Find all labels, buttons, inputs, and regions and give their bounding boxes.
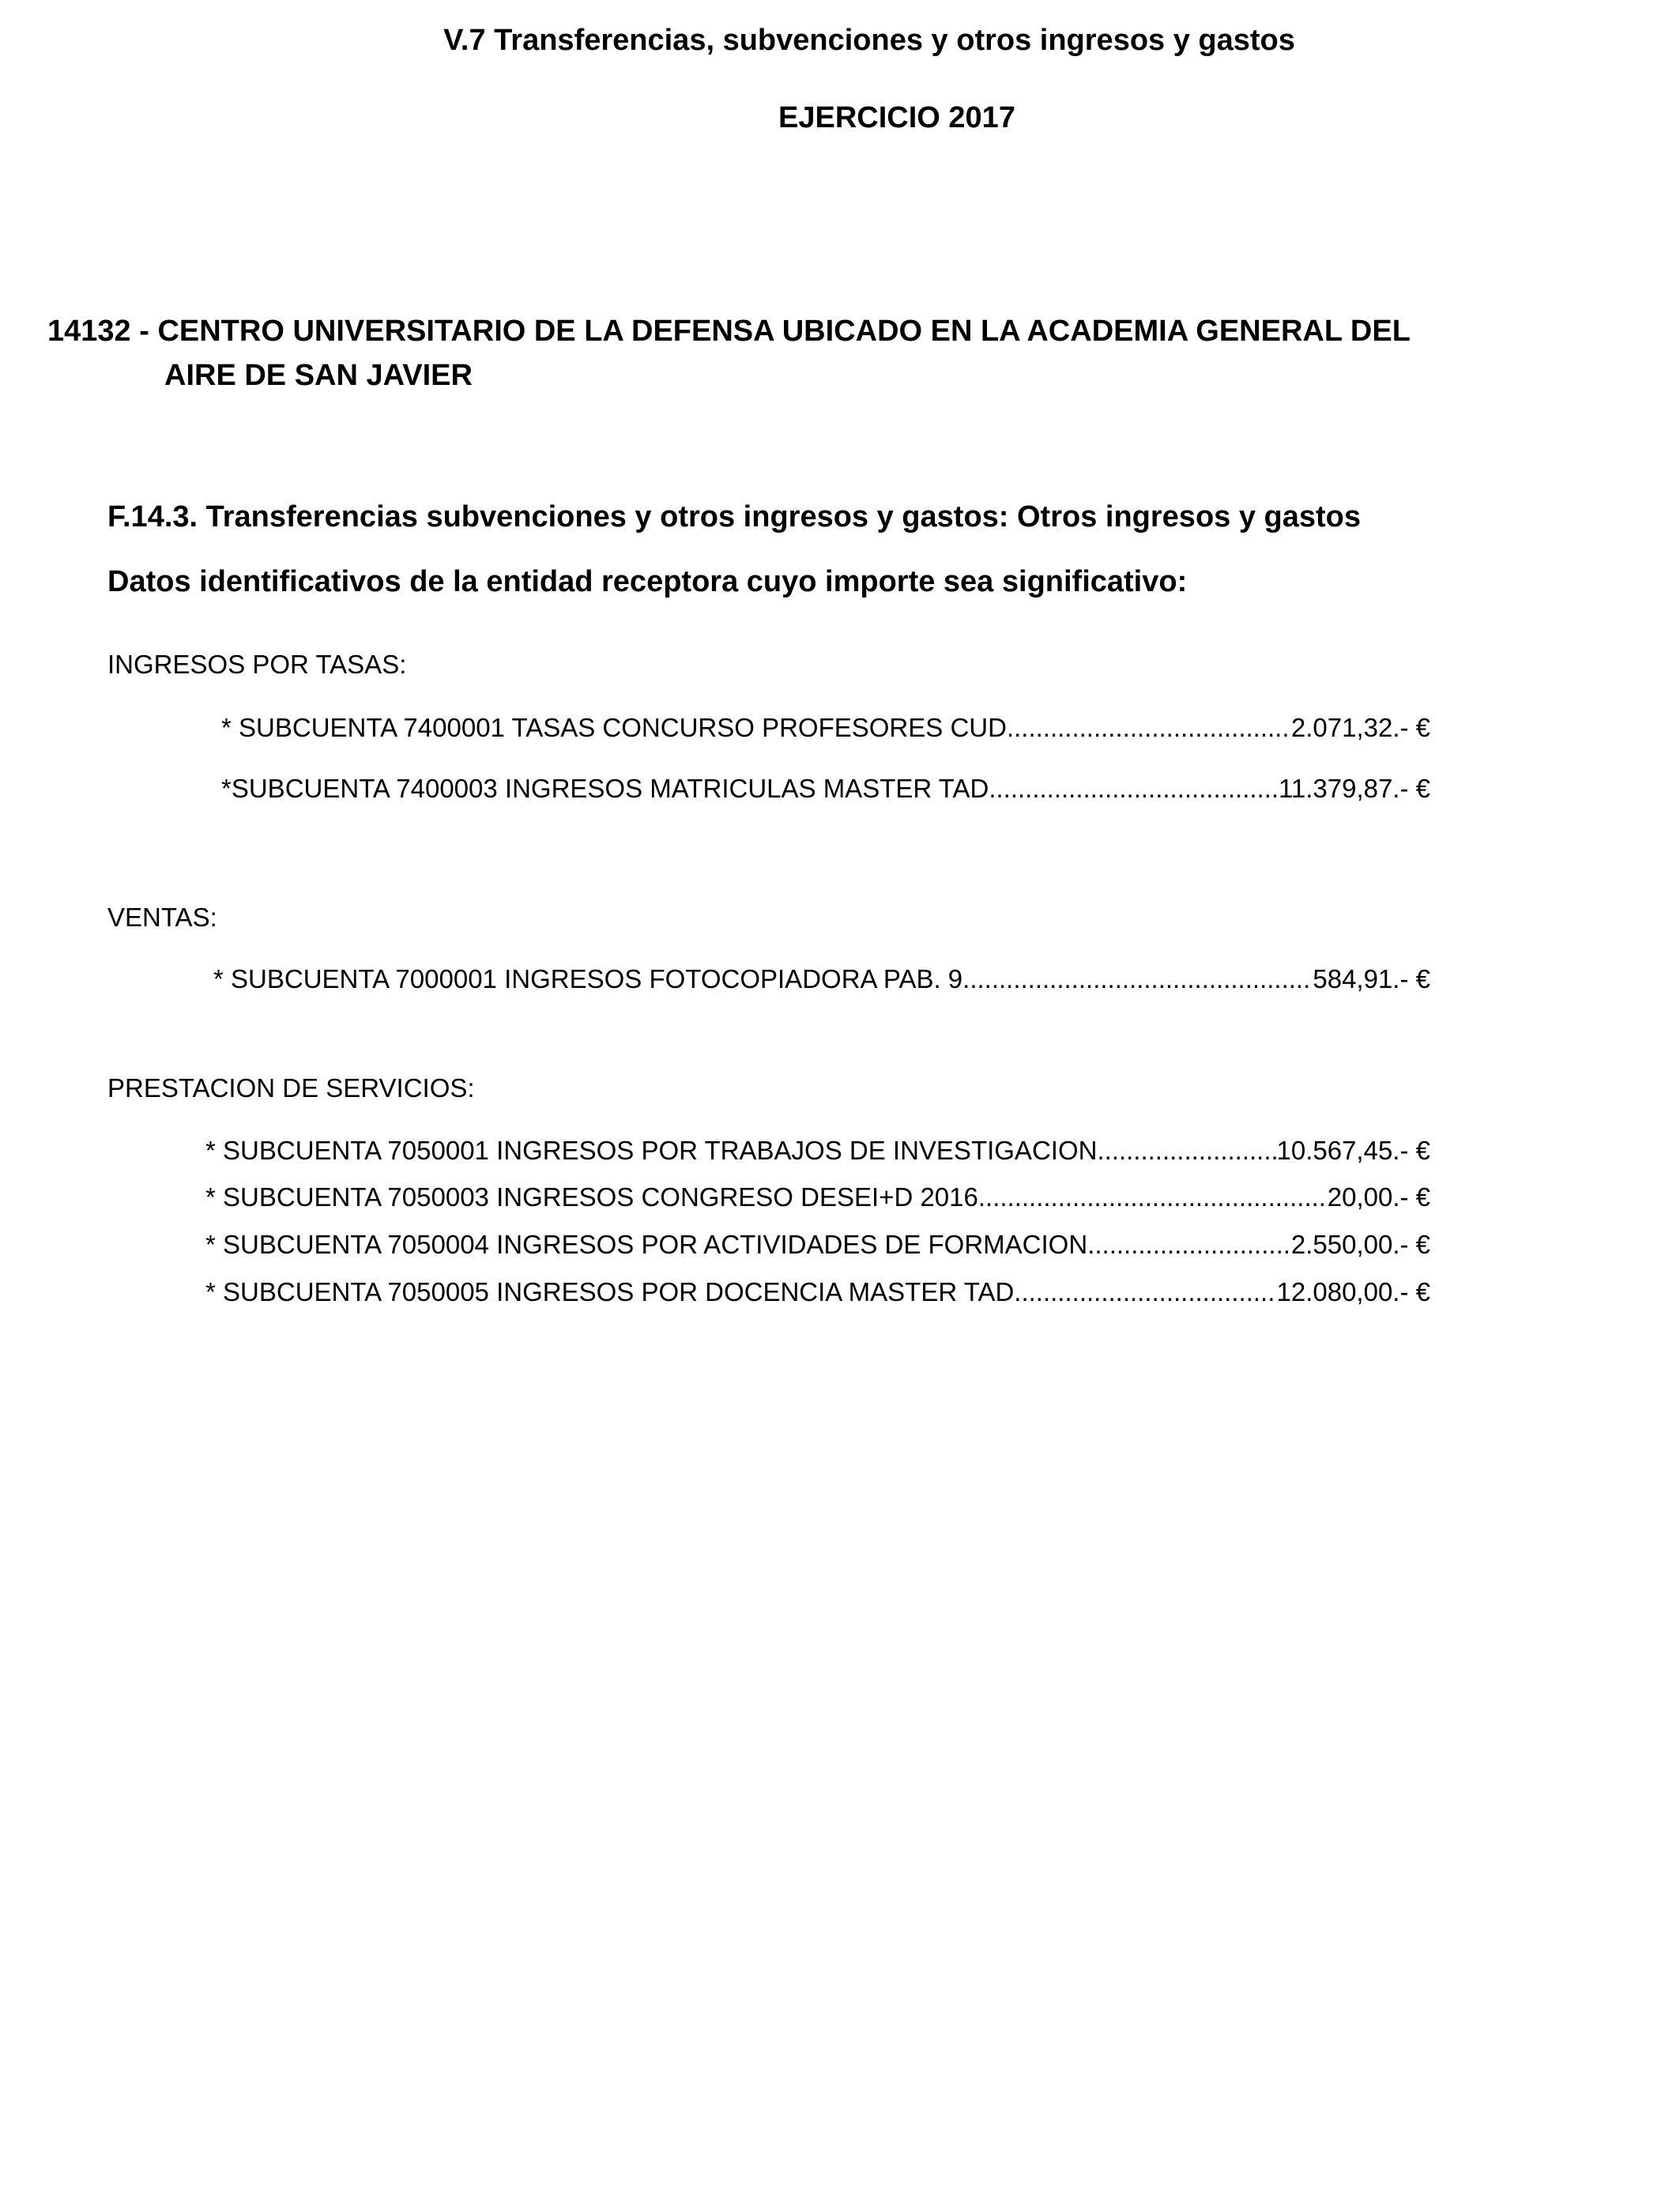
item-amount: 2.071,32.- €: [1290, 713, 1430, 742]
dot-leader: [1014, 1277, 1276, 1307]
item-description: * SUBCUENTA 7050004 INGRESOS POR ACTIVIDADES DE FORMACION: [205, 1230, 1088, 1259]
group-label-ventas: VENTAS:: [107, 903, 217, 932]
dot-leader: [978, 1182, 1328, 1212]
item-description: * SUBCUENTA 7050005 INGRESOS POR DOCENCIA MASTER TAD: [205, 1277, 1015, 1306]
list-item: [205, 1230, 1430, 1260]
entity-name-line2: AIRE DE SAN JAVIER: [164, 359, 473, 392]
item-amount: 12.080,00.- €: [1276, 1277, 1430, 1306]
item-description: * SUBCUENTA 7400001 TASAS CONCURSO PROFESORES CUD: [221, 713, 1007, 742]
section-title: F.14.3. Transferencias subvenciones y otros ingresos y gastos: Otros ingresos y gastos: [107, 500, 1362, 533]
entity-name-line1: 14132 - CENTRO UNIVERSITARIO DE LA DEFENSA UBICADO EN LA ACADEMIA GENERAL DEL: [47, 315, 1411, 348]
item-description: *SUBCUENTA 7400003 INGRESOS MATRICULAS MASTER TAD: [221, 774, 989, 803]
item-amount: 11.379,87.- €: [1278, 774, 1430, 803]
page-title: V.7 Transferencias, subvenciones y otros ingresos y gastos: [443, 24, 1295, 57]
item-description: * SUBCUENTA 7000001 INGRESOS FOTOCOPIADORA PAB. 9: [213, 964, 963, 993]
list-item: [221, 713, 1430, 743]
section-subtitle: Datos identificativos de la entidad receptora cuyo importe sea significativo:: [107, 565, 1188, 598]
item-amount: 584,91.- €: [1313, 964, 1430, 993]
group-label-servicios: PRESTACION DE SERVICIOS:: [107, 1073, 475, 1103]
dot-leader: [962, 964, 1313, 994]
dot-leader: [1097, 1136, 1276, 1166]
dot-leader: [1007, 713, 1291, 743]
dot-leader: [989, 774, 1279, 804]
item-description: * SUBCUENTA 7050001 INGRESOS POR TRABAJOS DE INVESTIGACION: [205, 1136, 1098, 1165]
item-description: * SUBCUENTA 7050003 INGRESOS CONGRESO DESEI+D 2016: [205, 1182, 978, 1212]
list-item: [221, 774, 1430, 804]
list-item: [205, 1277, 1430, 1307]
list-item: [213, 964, 1430, 994]
exercise-year: EJERCICIO 2017: [778, 101, 1015, 134]
dot-leader: [1087, 1230, 1291, 1260]
group-label-tasas: INGRESOS POR TASAS:: [107, 650, 407, 679]
list-item: [205, 1136, 1430, 1166]
item-amount: 2.550,00.- €: [1290, 1230, 1430, 1259]
item-amount: 10.567,45.- €: [1276, 1136, 1430, 1165]
item-amount: 20,00.- €: [1327, 1182, 1430, 1212]
list-item: [205, 1182, 1430, 1212]
